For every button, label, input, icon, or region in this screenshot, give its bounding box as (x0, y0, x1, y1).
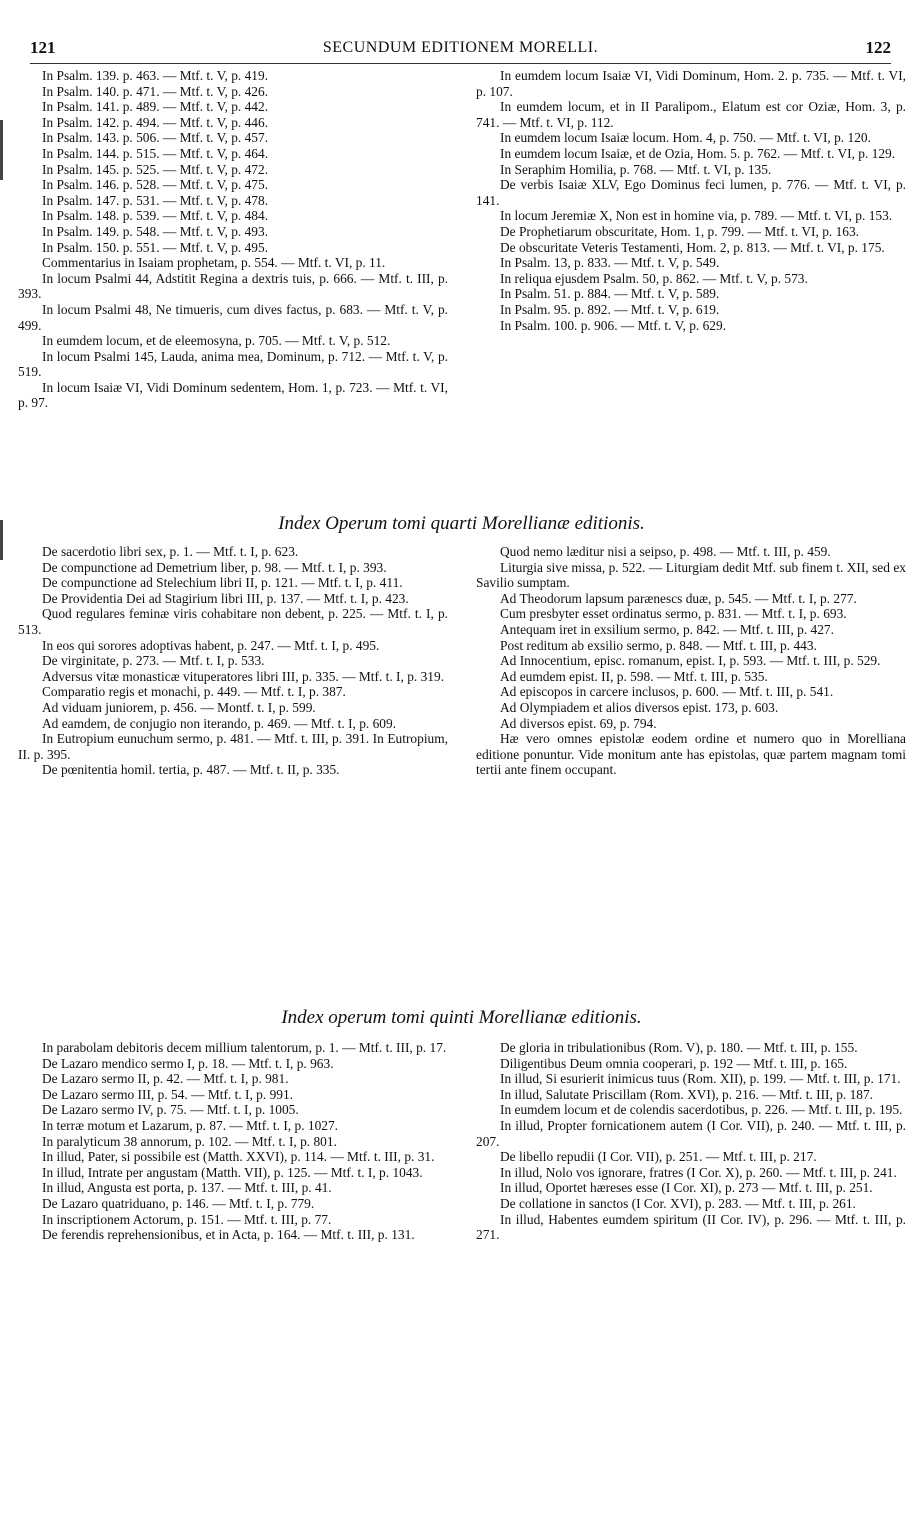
index-entry: In locum Psalmi 145, Lauda, anima mea, Dominum, p. 712. — Mtf. t. V, p. 519. (18, 348, 448, 380)
index-entry: In Psalm. 145. p. 525. — Mtf. t. V, p. 472. (42, 161, 269, 177)
index-entry: Ad episcopos in carcere inclusos, p. 600. — Mtf. t. III, p. 541. (500, 684, 834, 700)
index-entry: Commentarius in Isaiam prophetam, p. 554. — Mtf. t. VI, p. 11. (42, 255, 386, 271)
index-entry: In Psalm. 147. p. 531. — Mtf. t. V, p. 478. (42, 192, 269, 208)
index-entry: In eumdem locum Isaiæ, et de Ozia, Hom. 5. p. 762. — Mtf. t. VI, p. 129. (500, 145, 896, 161)
index-entry: In eos qui sorores adoptivas habent, p. 247. — Mtf. t. I, p. 495. (42, 637, 380, 653)
index-entry: Quod nemo læditur nisi a seipso, p. 498. — Mtf. t. III, p. 459. (500, 544, 831, 559)
index-entry: In locum Psalmi 48, Ne timueris, cum dives factus, p. 683. — Mtf. t. V, p. 499. (18, 301, 448, 333)
index-entry: In eumdem locum Isaiæ locum. Hom. 4, p. 750. — Mtf. t. VI, p. 120. (500, 130, 871, 146)
index-entry: De ferendis reprehensionibus, et in Acta, p. 164. — Mtf. t. III, p. 131. (42, 1227, 415, 1243)
index-entry: In Psalm. 142. p. 494. — Mtf. t. V, p. 446. (42, 114, 269, 130)
index-entry: De gloria in tribulationibus (Rom. V), p. 180. — Mtf. t. III, p. 155. (500, 1040, 858, 1055)
section-heading-tomi-quinti: Index operum tomi quinti Morellianæ editionis. (281, 1007, 642, 1028)
index-entry: In Psalm. 150. p. 551. — Mtf. t. V, p. 495. (42, 239, 269, 255)
scan-edge-mark (0, 120, 3, 180)
index-entry: In locum Jeremiæ X, Non est in homine via, p. 789. — Mtf. t. VI, p. 153. (500, 208, 893, 224)
index-entry: In illud, Pater, si possibile est (Matth. XXVI), p. 114. — Mtf. t. III, p. 31. (42, 1149, 435, 1165)
index-entry: In Eutropium eunuchum sermo, p. 481. — Mtf. t. III, p. 391. In Eutropium, II. p. 395. (18, 731, 448, 762)
index-entry: Adversus vitæ monasticæ vituperatores libri III, p. 335. — Mtf. t. I, p. 319. (42, 668, 445, 684)
index-entry: De Lazaro quatriduano, p. 146. — Mtf. t. I, p. 779. (42, 1195, 315, 1211)
index-entry: In Psalm. 100. p. 906. — Mtf. t. V, p. 629. (500, 317, 727, 333)
index-entry: Hæ vero omnes epistolæ eodem ordine et numero quo in Morelliana editione ponuntur. Vide monitum ante has epistolas, quæ partem magnam tomi tertii ante finem occupant. (476, 731, 906, 778)
index-entry: In Psalm. 143. p. 506. — Mtf. t. V, p. 457. (42, 130, 269, 146)
index-entry: De Lazaro sermo III, p. 54. — Mtf. t. I, p. 991. (42, 1086, 294, 1102)
index-entry: In terræ motum et Lazarum, p. 87. — Mtf. t. I, p. 1027. (42, 1117, 339, 1133)
running-title: SECUNDUM EDITIONEM MORELLI. (322, 39, 599, 56)
index-entry: In paralyticum 38 annorum, p. 102. — Mtf. t. I, p. 801. (42, 1133, 337, 1149)
index-entry: In illud, Salutate Priscillam (Rom. XVI), p. 216. — Mtf. t. III, p. 187. (500, 1086, 874, 1102)
index-entry: In illud, Nolo vos ignorare, fratres (I Cor. X), p. 260. — Mtf. t. III, p. 241. (500, 1164, 897, 1180)
index-entry: De pœnitentia homil. tertia, p. 487. — Mtf. t. II, p. 335. (42, 762, 340, 778)
index-entry: Ad Olympiadem et alios diversos epist. 173, p. 603. (500, 699, 779, 715)
index-entry: In Psalm. 140. p. 471. — Mtf. t. V, p. 426. (42, 83, 269, 99)
index-entry: In eumdem locum, et de eleemosyna, p. 705. — Mtf. t. V, p. 512. (42, 333, 391, 349)
column-left (18, 1040, 448, 1243)
index-entry: In Psalm. 148. p. 539. — Mtf. t. V, p. 484. (42, 208, 269, 224)
index-entry: In illud, Si esurierit inimicus tuus (Rom. XII), p. 199. — Mtf. t. III, p. 171. (500, 1071, 901, 1087)
index-entry: In Psalm. 149. p. 548. — Mtf. t. V, p. 493. (42, 223, 269, 239)
index-entry: Ad diversos epist. 69, p. 794. (500, 715, 657, 731)
index-entry: Ad viduam juniorem, p. 456. — Montf. t. I, p. 599. (42, 699, 316, 715)
index-tomi-quinti (18, 1040, 906, 1510)
header-rule (30, 63, 891, 64)
index-entry: In eumdem locum et de colendis sacerdotibus, p. 226. — Mtf. t. III, p. 195. (500, 1102, 903, 1118)
index-entry: Cum presbyter esset ordinatus sermo, p. 831. — Mtf. t. I, p. 693. (500, 606, 847, 622)
index-entry: In illud, Habentes eumdem spiritum (II Cor. IV), p. 296. — Mtf. t. III, p. 271. (476, 1211, 906, 1243)
page-number-right: 122 (865, 38, 891, 57)
index-entry: In Psalm. 95. p. 892. — Mtf. t. V, p. 619. (500, 301, 720, 317)
index-continuation (18, 68, 906, 498)
index-entry: In locum Psalmi 44, Adstitit Regina a dextris tuis, p. 666. — Mtf. t. III, p. 393. (18, 270, 448, 302)
index-entry: In illud, Oportet hæreses esse (I Cor. XI), p. 273 — Mtf. t. III, p. 251. (500, 1180, 873, 1196)
index-entry: In inscriptionem Actorum, p. 151. — Mtf. t. III, p. 77. (42, 1211, 332, 1227)
column-right (476, 68, 906, 333)
index-entry: In illud, Propter fornicationem autem (I Cor. VII), p. 240. — Mtf. t. III, p. 207. (476, 1117, 906, 1149)
index-entry: De Lazaro sermo IV, p. 75. — Mtf. t. I, p. 1005. (42, 1102, 299, 1118)
index-entry: In Psalm. 51. p. 884. — Mtf. t. V, p. 589. (500, 286, 720, 302)
index-entry: In illud, Intrate per angustam (Matth. VII), p. 125. — Mtf. t. I, p. 1043. (42, 1164, 423, 1180)
index-entry: In illud, Angusta est porta, p. 137. — Mtf. t. III, p. 41. (42, 1180, 332, 1196)
column-left (18, 544, 448, 778)
index-entry: De sacerdotio libri sex, p. 1. — Mtf. t. I, p. 623. (42, 544, 299, 559)
column-right (476, 544, 906, 778)
index-entry: De Lazaro mendico sermo I, p. 18. — Mtf. t. I, p. 963. (42, 1055, 334, 1071)
index-entry: Post reditum ab exsilio sermo, p. 848. — Mtf. t. III, p. 443. (500, 637, 817, 653)
index-tomi-quarti (18, 544, 906, 989)
index-entry: De compunctione ad Stelechium libri II, p. 121. — Mtf. t. I, p. 411. (42, 575, 403, 591)
page-number-left: 121 (30, 38, 56, 57)
index-entry: In reliqua ejusdem Psalm. 50, p. 862. — Mtf. t. V, p. 573. (500, 270, 808, 286)
index-entry: De Prophetiarum obscuritate, Hom. 1, p. 799. — Mtf. t. VI, p. 163. (500, 223, 860, 239)
index-entry: In Seraphim Homilia, p. 768. — Mtf. t. VI, p. 135. (500, 161, 772, 177)
index-entry: Ad Theodorum lapsum parænescs duæ, p. 545. — Mtf. t. I, p. 277. (500, 590, 857, 606)
index-entry: Diligentibus Deum omnia cooperari, p. 192 — Mtf. t. III, p. 165. (500, 1055, 848, 1071)
index-entry: Ad Innocentium, episc. romanum, epist. I, p. 593. — Mtf. t. III, p. 529. (500, 653, 881, 669)
column-left (18, 68, 448, 411)
index-entry: Quod regulares feminæ viris cohabitare non debent, p. 225. — Mtf. t. I, p. 513. (18, 606, 448, 637)
index-entry: De libello repudii (I Cor. VII), p. 251. — Mtf. t. III, p. 217. (500, 1149, 817, 1165)
index-entry: In Psalm. 144. p. 515. — Mtf. t. V, p. 464. (42, 145, 269, 161)
index-entry: De compunctione ad Demetrium liber, p. 98. — Mtf. t. I, p. 393. (42, 559, 387, 575)
index-entry: In locum Isaiæ VI, Vidi Dominum sedentem, Hom. 1, p. 723. — Mtf. t. VI, p. 97. (18, 379, 448, 411)
index-entry: In Psalm. 141. p. 489. — Mtf. t. V, p. 442. (42, 99, 269, 115)
index-entry: In eumdem locum Isaiæ VI, Vidi Dominum, Hom. 2. p. 735. — Mtf. t. VI, p. 107. (476, 68, 906, 99)
index-entry: De obscuritate Veteris Testamenti, Hom. 2, p. 813. — Mtf. t. VI, p. 175. (500, 239, 885, 255)
running-head (30, 38, 891, 62)
index-entry: Antequam iret in exsilium sermo, p. 842. — Mtf. t. III, p. 427. (500, 621, 834, 637)
index-entry: In Psalm. 146. p. 528. — Mtf. t. V, p. 475. (42, 177, 269, 193)
index-entry: De collatione in sanctos (I Cor. XVI), p. 283. — Mtf. t. III, p. 261. (500, 1195, 856, 1211)
index-entry: In Psalm. 13, p. 833. — Mtf. t. V, p. 549. (500, 255, 720, 271)
index-entry: De Lazaro sermo II, p. 42. — Mtf. t. I, p. 981. (42, 1071, 289, 1087)
index-entry: De Providentia Dei ad Stagirium libri III, p. 137. — Mtf. t. I, p. 423. (42, 590, 409, 606)
index-entry: Ad eamdem, de conjugio non iterando, p. 469. — Mtf. t. I, p. 609. (42, 715, 397, 731)
index-entry: In eumdem locum, et in II Paralipom., Elatum est cor Oziæ, Hom. 3, p. 741. — Mtf. t. VI, p. 112. (476, 99, 906, 130)
index-entry: In Psalm. 139. p. 463. — Mtf. t. V, p. 419. (42, 68, 269, 83)
index-entry: Ad eumdem epist. II, p. 598. — Mtf. t. III, p. 535. (500, 668, 768, 684)
index-entry: In parabolam debitoris decem millium talentorum, p. 1. — Mtf. t. III, p. 17. (42, 1040, 447, 1055)
index-entry: De verbis Isaiæ XLV, Ego Dominus feci lumen, p. 776. — Mtf. t. VI, p. 141. (476, 177, 906, 208)
column-right (476, 1040, 906, 1243)
section-heading-tomi-quarti: Index Operum tomi quarti Morellianæ editionis. (278, 513, 645, 534)
index-entry: Comparatio regis et monachi, p. 449. — Mtf. t. I, p. 387. (42, 684, 346, 700)
index-entry: Liturgia sive missa, p. 522. — Liturgiam dedit Mtf. sub finem t. XII, sed ex Savilio sumptam. (476, 559, 906, 591)
index-entry: De virginitate, p. 273. — Mtf. t. I, p. 533. (42, 653, 265, 669)
